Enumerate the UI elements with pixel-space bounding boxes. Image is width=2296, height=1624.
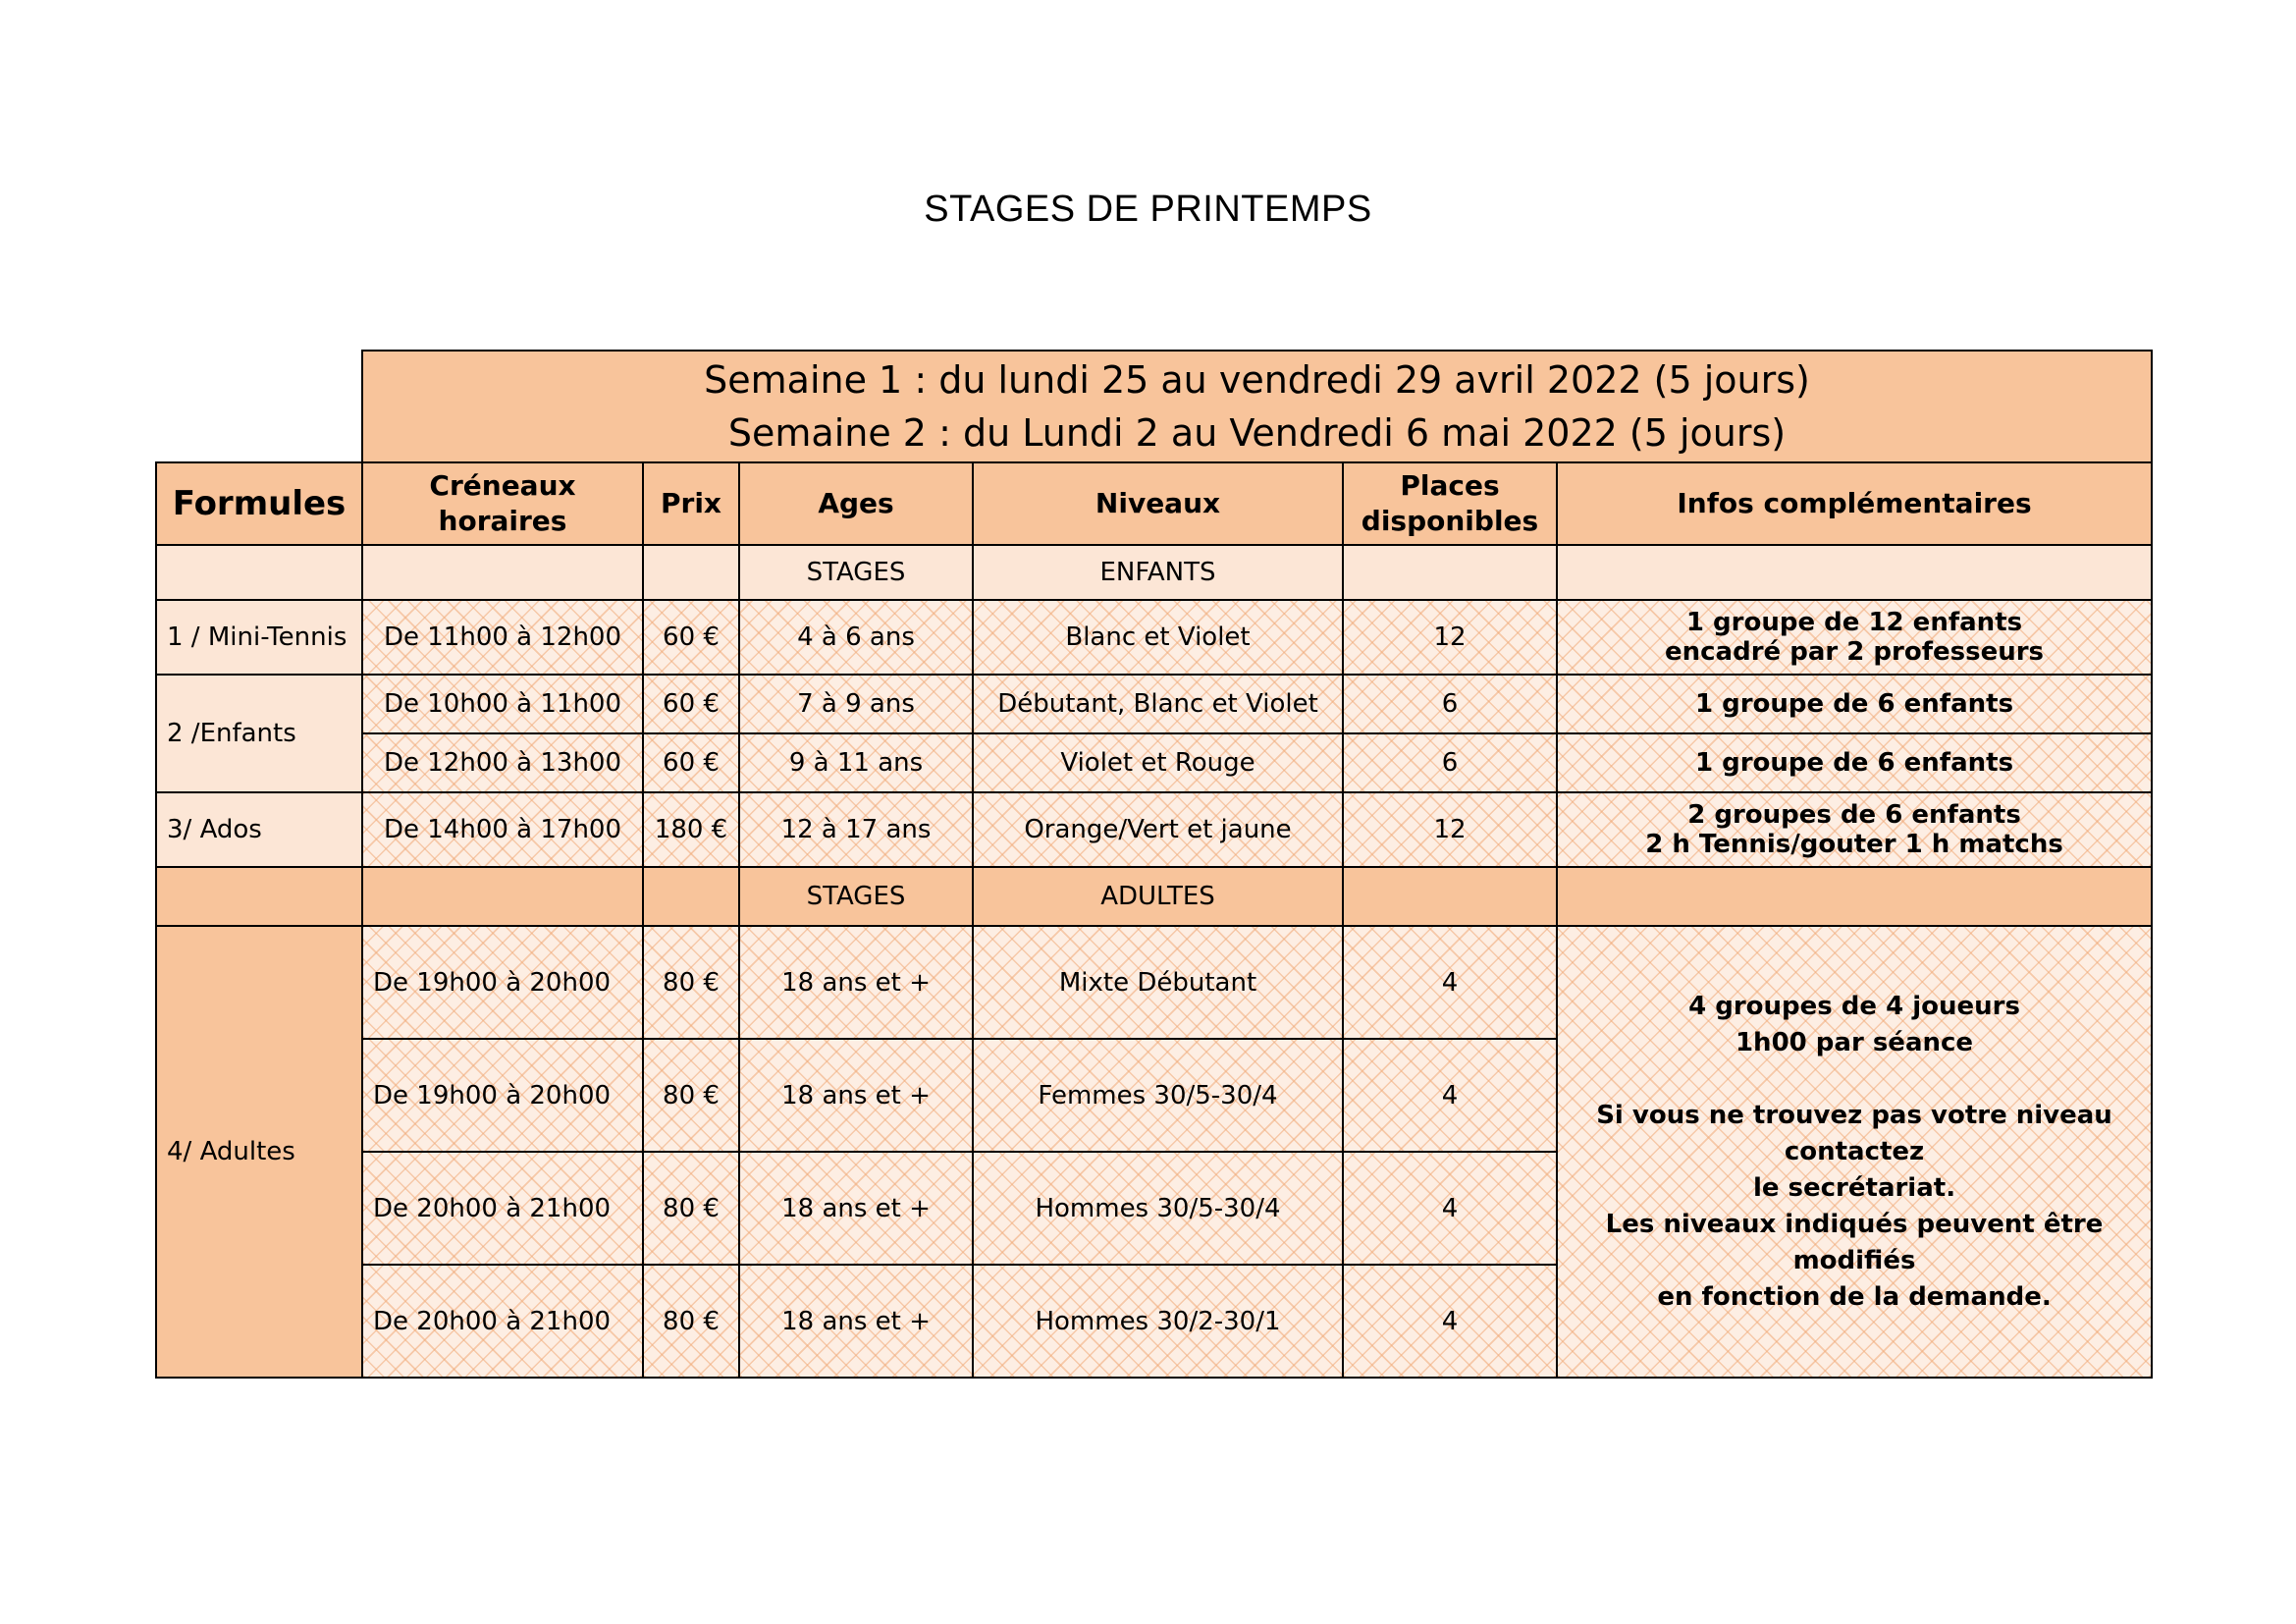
ages-cell: 4 à 6 ans bbox=[739, 600, 973, 675]
ages-cell: 18 ans et + bbox=[739, 1039, 973, 1152]
week-dates bbox=[362, 351, 2152, 462]
prix-cell: 80 € bbox=[643, 1152, 739, 1265]
niveaux-cell: Violet et Rouge bbox=[973, 733, 1343, 792]
header-creneaux: Créneaux horaires bbox=[362, 462, 643, 545]
adultes-info-line: 1h00 par séance bbox=[1735, 1027, 1974, 1057]
info-cell: 1 groupe de 6 enfants bbox=[1557, 675, 2152, 733]
header-niveaux: Niveaux bbox=[973, 462, 1343, 545]
section-adultes-label1: STAGES bbox=[739, 867, 973, 926]
ages-cell: 18 ans et + bbox=[739, 1265, 973, 1378]
section-enfants-row bbox=[156, 545, 2152, 600]
creneau-cell: De 19h00 à 20h00 bbox=[362, 1039, 643, 1152]
prix-cell: 60 € bbox=[643, 733, 739, 792]
creneau-cell: De 20h00 à 21h00 bbox=[362, 1265, 643, 1378]
week-2-dates: Semaine 2 : du Lundi 2 au Vendredi 6 mai 2022 (5 jours) bbox=[727, 411, 1787, 455]
header-places-line1: Places bbox=[1400, 469, 1500, 502]
section-adultes-label2: ADULTES bbox=[973, 867, 1343, 926]
niveaux-cell: Hommes 30/2-30/1 bbox=[973, 1265, 1343, 1378]
prix-cell: 60 € bbox=[643, 675, 739, 733]
info-line: 2 h Tennis/gouter 1 h matchs bbox=[1645, 830, 2063, 859]
header-ages: Ages bbox=[739, 462, 973, 545]
places-cell: 4 bbox=[1343, 1265, 1557, 1378]
week-header-row bbox=[156, 351, 2152, 462]
ages-cell: 9 à 11 ans bbox=[739, 733, 973, 792]
adultes-info-line: le secrétariat. bbox=[1752, 1172, 1956, 1203]
creneau-cell: De 10h00 à 11h00 bbox=[362, 675, 643, 733]
schedule-table bbox=[155, 350, 2153, 1379]
niveaux-cell: Blanc et Violet bbox=[973, 600, 1343, 675]
header-places bbox=[1343, 462, 1557, 545]
places-cell: 12 bbox=[1343, 792, 1557, 867]
header-infos: Infos complémentaires bbox=[1557, 462, 2152, 545]
places-cell: 4 bbox=[1343, 1039, 1557, 1152]
niveaux-cell: Mixte Débutant bbox=[973, 926, 1343, 1039]
blank-corner bbox=[156, 351, 362, 462]
places-cell: 4 bbox=[1343, 926, 1557, 1039]
adultes-info-line: 4 groupes de 4 joueurs bbox=[1688, 991, 2020, 1021]
adultes-info-line: Si vous ne trouvez pas votre niveau contactez bbox=[1596, 1100, 2112, 1166]
places-cell: 6 bbox=[1343, 675, 1557, 733]
formule-cell: 4/ Adultes bbox=[156, 926, 362, 1378]
info-cell bbox=[1557, 792, 2152, 867]
adultes-info-line: en fonction de la demande. bbox=[1657, 1281, 2052, 1312]
niveaux-cell: Débutant, Blanc et Violet bbox=[973, 675, 1343, 733]
info-line: encadré par 2 professeurs bbox=[1665, 637, 2045, 667]
creneau-cell: De 11h00 à 12h00 bbox=[362, 600, 643, 675]
column-header-row bbox=[156, 462, 2152, 545]
info-line: 1 groupe de 12 enfants bbox=[1685, 608, 2023, 637]
creneau-cell: De 12h00 à 13h00 bbox=[362, 733, 643, 792]
header-formules: Formules bbox=[156, 462, 362, 545]
page-title: STAGES DE PRINTEMPS bbox=[924, 189, 1372, 230]
info-cell: 1 groupe de 6 enfants bbox=[1557, 733, 2152, 792]
table-row bbox=[156, 733, 2152, 792]
niveaux-cell: Orange/Vert et jaune bbox=[973, 792, 1343, 867]
prix-cell: 60 € bbox=[643, 600, 739, 675]
ages-cell: 18 ans et + bbox=[739, 926, 973, 1039]
adultes-info-line: Les niveaux indiqués peuvent être modifiés bbox=[1605, 1209, 2104, 1275]
creneau-cell: De 20h00 à 21h00 bbox=[362, 1152, 643, 1265]
table-row bbox=[156, 792, 2152, 867]
creneau-cell: De 14h00 à 17h00 bbox=[362, 792, 643, 867]
adultes-info-cell bbox=[1557, 926, 2152, 1378]
header-places-line2: disponibles bbox=[1361, 505, 1539, 537]
ages-cell: 18 ans et + bbox=[739, 1152, 973, 1265]
niveaux-cell: Hommes 30/5-30/4 bbox=[973, 1152, 1343, 1265]
places-cell: 6 bbox=[1343, 733, 1557, 792]
section-enfants-label1: STAGES bbox=[739, 545, 973, 600]
section-enfants-label2: ENFANTS bbox=[973, 545, 1343, 600]
prix-cell: 80 € bbox=[643, 1265, 739, 1378]
ages-cell: 12 à 17 ans bbox=[739, 792, 973, 867]
week-1-dates: Semaine 1 : du lundi 25 au vendredi 29 avril 2022 (5 jours) bbox=[704, 358, 1810, 402]
prix-cell: 80 € bbox=[643, 1039, 739, 1152]
header-prix: Prix bbox=[643, 462, 739, 545]
prix-cell: 180 € bbox=[643, 792, 739, 867]
prix-cell: 80 € bbox=[643, 926, 739, 1039]
table-row bbox=[156, 600, 2152, 675]
niveaux-cell: Femmes 30/5-30/4 bbox=[973, 1039, 1343, 1152]
creneau-cell: De 19h00 à 20h00 bbox=[362, 926, 643, 1039]
formule-cell: 1 / Mini-Tennis bbox=[156, 600, 362, 675]
table-row bbox=[156, 675, 2152, 733]
info-line: 2 groupes de 6 enfants bbox=[1687, 800, 2021, 830]
places-cell: 12 bbox=[1343, 600, 1557, 675]
info-cell bbox=[1557, 600, 2152, 675]
table-row bbox=[156, 926, 2152, 1039]
formule-cell: 3/ Ados bbox=[156, 792, 362, 867]
section-adultes-row bbox=[156, 867, 2152, 926]
places-cell: 4 bbox=[1343, 1152, 1557, 1265]
ages-cell: 7 à 9 ans bbox=[739, 675, 973, 733]
formule-cell: 2 /Enfants bbox=[156, 675, 362, 792]
